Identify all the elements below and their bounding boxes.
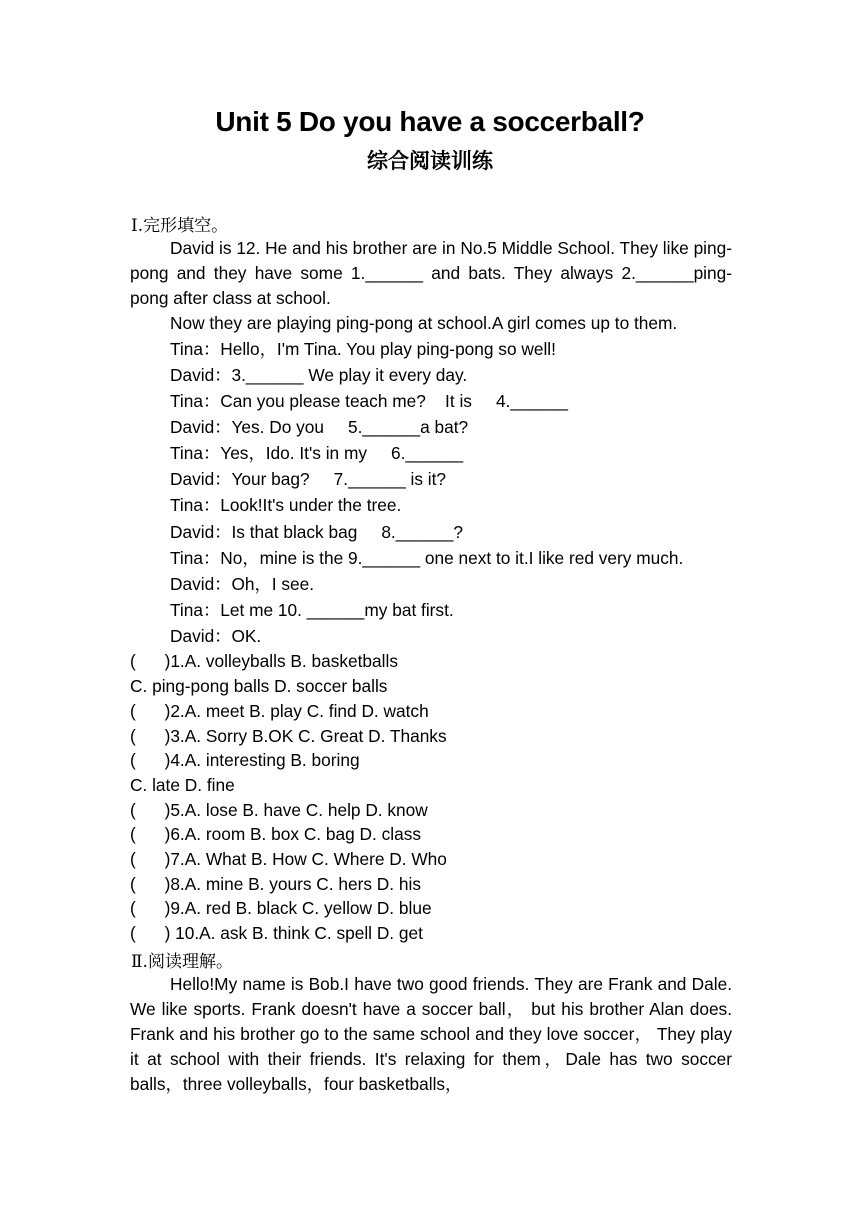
dialogue-line: David：Oh，I see. [170, 574, 315, 594]
question-item: ( )7.A. What B. How C. Where D. Who [130, 849, 447, 869]
dialogue-line: Tina：Let me 10. ______my bat first. [170, 600, 454, 620]
question-item: ( )6.A. room B. box C. bag D. class [130, 824, 421, 844]
dialogue-line: Tina：Can you please teach me? It is 4.______ [170, 391, 569, 411]
dialogue-line: David：Yes. Do you 5.______a bat? [170, 417, 469, 437]
dialogue-line: Tina：Yes，Ido. It's in my 6.______ [170, 443, 464, 463]
dialogue-line: Now they are playing ping-pong at school.A girl comes up to them. [170, 313, 678, 333]
dialogue-line: David：3.______ We play it every day. [170, 365, 468, 385]
question-item: ( )4.A. interesting B. boring [130, 750, 360, 770]
question-item: C. ping-pong balls D. soccer balls [130, 676, 388, 696]
question-item: C. late D. fine [130, 775, 235, 795]
question-item: ( )3.A. Sorry B.OK C. Great D. Thanks [130, 726, 447, 746]
dialogue-line: David：Is that black bag 8.______? [170, 522, 464, 542]
section-heading-reading: Ⅱ.阅读理解。 [131, 952, 233, 972]
dialogue-line: Tina：Look!It's under the tree. [170, 495, 402, 515]
dialogue-line: Tina：No，mine is the 9.______ one next to it.I like red very much. [170, 548, 684, 568]
reading-paragraph: Hello!My name is Bob.I have two good friends. They are Frank and Dale. We like sports. Frank doesn't have a soccer ball， but his brother Alan does. Frank and his brother go to the same school and they love soccer， They play it at school with their friends. It's relaxing for them，Dale has two soccer balls，three volleyballs，four basketballs， [130, 974, 732, 1094]
question-item: ( )2.A. meet B. play C. find D. watch [130, 701, 429, 721]
question-item: ( ) 10.A. ask B. think C. spell D. get [130, 923, 423, 943]
question-item: ( )8.A. mine B. yours C. hers D. his [130, 874, 421, 894]
cloze-intro-paragraph: David is 12. He and his brother are in No.5 Middle School. They like ping-pong and they have some 1.______ and bats. They always 2.______ping-pong after class at school. [130, 238, 732, 308]
page-subtitle: 综合阅读训练 [367, 148, 493, 173]
dialogue-line: David：Your bag? 7.______ is it? [170, 469, 447, 489]
section-heading-cloze: Ⅰ.完形填空。 [131, 216, 229, 236]
question-item: ( )5.A. lose B. have C. help D. know [130, 800, 428, 820]
page-title: Unit 5 Do you have a soccerball? [215, 106, 645, 137]
dialogue-line: David：OK. [170, 626, 262, 646]
question-item: ( )9.A. red B. black C. yellow D. blue [130, 898, 432, 918]
dialogue-line: Tina：Hello，I'm Tina. You play ping-pong so well! [170, 339, 556, 359]
question-item: ( )1.A. volleyballs B. basketballs [130, 651, 398, 671]
